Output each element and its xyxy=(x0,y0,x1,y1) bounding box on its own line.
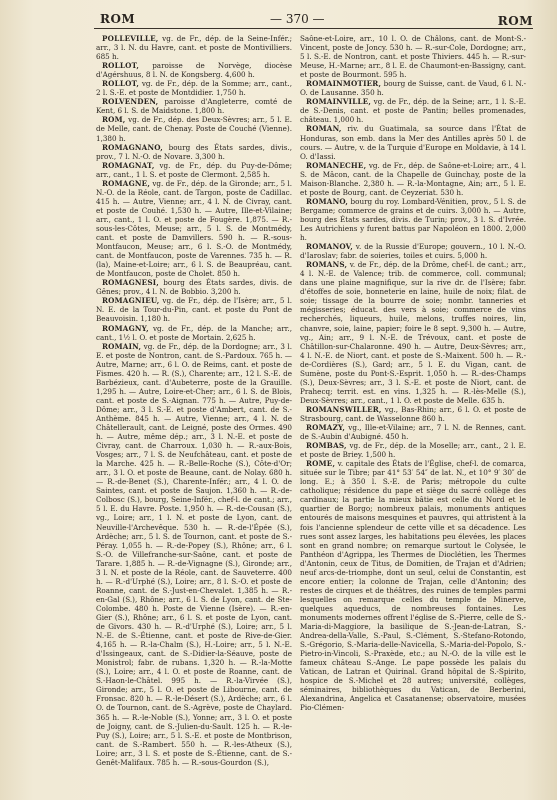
entry-headword: ROMAIN, xyxy=(102,341,142,351)
entry-text: bourg des États sardes, divis. de Gênes; prov., 4 l. N. de Bobbio. 3,200 h. xyxy=(96,278,292,297)
entry-text: bourg du roy. Lombard-Vénitien, prov., 5 l. S. de Bergame; commerce de grains et de cuirs. 3,000 h. — Autre, bourg des États sardes, divis. de Turin; prov., 3 l. S. d'Ivrée. Les Autrichiens y furent battus par Napoléon en 1800. 2,000 h. xyxy=(300,196,526,243)
dictionary-entry xyxy=(96,34,292,61)
left-column xyxy=(96,34,292,794)
entry-headword: ROM, xyxy=(102,115,126,125)
entry-text: paroisse de Norvège, diocèse d'Agérshuus, 8 l. N. de Kongsberg. 4,600 h. xyxy=(96,61,292,80)
entry-text: vg. de Fr., dép. de la Moselle; arr., cant., 2 l. E. et poste de Briey. 1,500 h. xyxy=(300,441,526,460)
entry-headword: ROME, xyxy=(306,459,336,469)
dictionary-entry xyxy=(300,423,526,441)
entry-headword: ROMANOV, xyxy=(306,242,353,252)
entry-headword: ROMAGNE, xyxy=(102,178,151,188)
dictionary-entry xyxy=(300,242,526,260)
dictionary-entry xyxy=(96,115,292,142)
entry-text: vg., Bas-Rhin; arr., 6 l. O. et poste de Strasbourg, cant. de Wasselonne 860 h. xyxy=(300,404,526,423)
entry-headword: ROMAGNANO, xyxy=(102,142,163,152)
dictionary-entry xyxy=(96,342,292,767)
dictionary-entry xyxy=(96,324,292,342)
dictionary-entry xyxy=(300,441,526,459)
entry-headword: ROMAINMOTIER, xyxy=(306,79,382,89)
entry-text: riv. du Guatimala, sa source dans l'État de Honduras, son emb. dans la Mer des Antilles après 50 l. de cours. — Autre, v. de la Turquie d'Europe en Moldavie, à 14 l. O. d'Iassi. xyxy=(300,124,526,161)
entry-text: vg. de Fr., dép. de la Dordogne; arr., 3 l. E. et poste de Nontron, cant. de S.-Pardoux. 765 h. — Autre, Marne; arr., 6 l. O. de Reims, cant. et poste de Fismes. 420 h. — R. (S.), Charente; arr., 12 l. S.-E. de Barbézieux, cant. d'Aubeterre, poste de la Grauille. 1,295 h. — Autre, Loire-et-Cher; arr., 6 l. S. de Blois, cant. et poste de S.-Aignan. 775 h. — Autre, Puy-de-Dôme; arr., 3 l. S.-E. et poste d'Ambert, cant. de S.-Anthème. 845 h. — Autre, Vienne; arr., 4 l. N. de Châtellerault, cant. de Leigné, poste des Ormes. 490 h. — Autre, même dép.; arr., 3 l. N.-E. et poste de Civray, cant. de Charroux. 1,030 h. — R.-aux-Bois, Vosges; arr., 7 l. S. de Neufchâteau, cant. et poste de la Marche. 425 h. — R.-Belle-Roche (S.), Côte-d'Or; arr., 3 l. O. et poste de Beaune, cant. de Nolay. 680 h. — R.-de-Benet (S.), Charente-Infér.; arr., 4 l. O. de Saintes, cant. et poste de Saujon. 1,360 h. — R.-de-Colbosc (S.), bourg, Seine-Infér., chef-l. de cant.; arr., 5 l. E. du Havre. Poste. 1,950 h. — R.-de-Cousan (S.), vg., Loire; arr., 1 l. N. et poste de Lyon, cant. de Neuville-l'Archevêque. 530 h. — R.-de-l'Épée (S.), Ardèche; arr., 5 l. S. de Tournon, cant. et poste de S.-Péray. 1,055 h. — R.-de-Popey (S.), Rhône; arr., 6 l. S.-O. de Villefranche-sur-Saône, cant. et poste de Tarare. 1,885 h. — R.-de-Vignagne (S.), Gironde; arr., 3 l. N. et poste de la Réole, cant. de Sauveterre. 400 h. — R.-d'Urphé (S.), Loire; arr., 8 l. S.-O. et poste de Roanne, cant. de S.-Just-en-Chevalet. 1,385 h. — R.-en-Gal (S.), Rhône; arr., 6 l. S. de Lyon, cant. de Ste-Colombe. 480 h. Poste de Vienne (Isère). — R.-en-Gier (S.), Rhône; arr., 6 l. S. et poste de Lyon, cant. de Givors. 430 h. — R.-d'Urphé (S.), Loire; arr., 5 l. N.-E. de S.-Étienne, cant. et poste de Rive-de-Gier. 4,165 h. — R.-la-Chalm (S.), H.-Loire; arr., 5 l. N.-E. d'Issingeaux, cant. de S.-Didier-la-Séauve, poste de Monistrol; fabr. de rubans. 1,320 h. — R.-la-Motte (S.), Loire; arr., 4 l. O. et poste de Roanne, cant. de S.-Haon-le-Châtel. 995 h. — R.-la-Virvée (S.), Gironde; arr., 5 l. O. et poste de Libourne, cant. de Fronsac. 820 h. — R.-le-Désert (S.), Ardèche; arr., 6 l. O. de Tournon, cant. de S.-Agrève, poste de Chaylard. 365 h. — R.-le-Noble (S.), Yonne; arr., 3 l. O. et poste de Joigny, cant. de S.-Julien-du-Sault. 125 h. — R.-le-Puy (S.), Loire; arr., 5 l. S.-E. et poste de Montbrison, cant. de S.-Rambert. 550 h. — R.-les-Atheux (S.), Loire; arr., 3 l. S. et poste de S.-Étienne, cant. de S.-Genêt-Malifaux. 785 h. — R.-sous-Gourdon (S.), xyxy=(96,341,292,767)
entry-headword: ROMAN, xyxy=(306,124,342,134)
entry-text: bourg des États sardes, divis., prov., 7 l. N.-O. de Novare. 3,300 h. xyxy=(96,142,292,161)
dictionary-entry xyxy=(96,161,292,179)
entry-headword: POLLEVILLE, xyxy=(102,34,159,43)
right-column xyxy=(300,34,526,794)
entry-text: vg. de Fr., dép. de la Somme; arr., cant., 2 l. S.-E. et poste de Montdidier. 1,750 h. xyxy=(96,79,292,98)
entry-text: vg. de Fr., dép. de la Gironde; arr., 5 l. N.-O. de la Réole, cant. de Targon, poste de Cadillac. 415 h. — Autre, Vienne; arr., 4 l. N. de Civray, cant. et poste de Couhé. 1,530 h. — Autre, Ille-et-Vilaine; arr., cant., 1 l. O. et poste de Fougère. 1,875. — R.-sous-les-Côtes, Meuse; arr., 5 l. S. de Montmédy, cant. et poste de Damvillers. 590 h. — R.-sous-Montfaucon, Meuse; arr., 6 l. S.-O. de Montmédy, cant. de Montfaucon, poste de Varennes. 735 h. — R. (la), Maine-et-Loire; arr., 6 l. S. de Beaupréau, cant. de Montfaucon, poste de Cholet. 850 h. xyxy=(96,178,292,279)
dictionary-entry xyxy=(300,260,526,405)
running-head-left: ROM xyxy=(100,12,136,26)
dictionary-entry xyxy=(300,197,526,242)
entry-text: vg. de Fr., dép. de la Seine-Infér.; arr., 3 l. N. du Havre, cant. et poste de Montivilliers. 685 h. xyxy=(96,34,292,62)
entry-headword: ROMANS, xyxy=(306,260,348,270)
dictionary-entry xyxy=(300,405,526,423)
dictionary-entry xyxy=(96,278,292,296)
dictionary-entry xyxy=(300,459,526,712)
entry-text: v. de Fr., dép. de la Drôme, chef-l. de cant.; arr., 4 l. N.-E. de Valence; trib. de commerce, coll. communal; dans une plaine magnifique, sur la rive dr. de l'Isère; fabr. d'étoffes de soie, bonneterie en laine, huile de noix; filat. de soie; tissage de la bourre de soie; nombr. tanneries et mégisseries; éducat. des vers à soie; commerce de vins recherchés, liqueurs, huile, melons, truffes noires, lin, chanvre, soie, laine, papier; foire le 8 sept. 9,300 h. — Autre, vg., Ain; arr., 9 l. N.-E. de Trévoux, cant. et poste de Châtillon-sur-Chalaronne. 490 h. — Autre, Deux-Sèvres; arr., 4 l. N.-E. de Niort, cant. et poste de S.-Maixent. 500 h. — R.-de-Cordières (S.), Gard; arr., 5 l. E. du Vigan, cant. de Sumène, poste du Pont-S.-Esprit. 1,050 h. — R.-des-Champs (S.), Deux-Sèvres; arr., 3 l. S.-E. et poste de Niort, cant. de Prahecq; territ. est. en vins. 1,325 h. — R.-lès-Melle (S.), Deux-Sèvres; arr., cant., 1 l. O. et poste de Melle. 635 h. xyxy=(300,260,526,405)
page-number: — 370 — xyxy=(270,12,325,26)
entry-headword: ROMAGNY, xyxy=(102,323,149,333)
entry-headword: ROMANSWILLER, xyxy=(306,404,382,414)
entry-text: v. de la Russie d'Europe; gouvern., 10 l. N.-O. d'Iaroslav; fabr. de soieries, toiles et cuirs. 5,000 h. xyxy=(300,242,526,261)
entry-headword: ROMBAS, xyxy=(306,441,347,451)
header-rule xyxy=(94,28,533,29)
entry-headword: ROLVENDEN, xyxy=(102,97,159,107)
entry-text: vg. de Fr., dép. de la Seine; arr., 1 l. S.-E. de S.-Denis, cant. et poste de Pantin; belles promenades, château. 1,000 h. xyxy=(300,97,526,125)
entry-text: vg. de Fr., dép. du Puy-de-Dôme; arr., cant., 1 l. S. et poste de Clermont. 2,585 h. xyxy=(96,160,292,179)
entry-headword: ROMAGNESI, xyxy=(102,278,160,288)
dictionary-entry xyxy=(300,79,526,97)
dictionary-entry xyxy=(96,179,292,279)
dictionary-entry xyxy=(300,161,526,197)
entry-headword: ROMANECHE, xyxy=(306,160,367,170)
dictionary-entry xyxy=(96,61,292,79)
entry-headword: ROMANO, xyxy=(306,196,349,206)
entry-headword: ROMAGNAT, xyxy=(102,160,155,170)
running-head-right: ROM xyxy=(497,14,533,28)
entry-text: vg. de Fr., dép. des Deux-Sèvres; arr., 5 l. E. de Melle, cant. de Chenay. Poste de Couché (Vienne). 1,380 h. xyxy=(96,115,292,143)
dictionary-entry xyxy=(96,296,292,323)
entry-text: paroisse d'Angleterre, comté de Kent, 6 l. S. de Maidstone. 1,800 h. xyxy=(96,97,292,116)
dictionary-entry xyxy=(300,124,526,160)
dictionary-entry xyxy=(96,97,292,115)
entry-text: vg. de Fr., dép. de l'Isère; arr., 5 l. N. E. de la Tour-du-Pin, cant. et poste du Pont de Beauvoisin. 1,180 h. xyxy=(96,296,292,324)
dictionary-entry xyxy=(300,97,526,124)
dictionary-entry xyxy=(96,143,292,161)
entry-text: Saône-et-Loire, arr., 10 l. O. de Châlons, cant. de Mont-S.-Vincent, poste de Joncy. 530 h. — R.-sur-Cole, Dordogne; arr., 5 l. S.-E. de Nontron, cant. et poste Thiviers. 445 h. — R.-sur-Meuse, H.-Marne; arr., 8 l. E. de Chaumont-en-Bassigny, cant. et poste de Bourmont. 595 h. xyxy=(300,34,526,80)
dictionary-entry xyxy=(96,79,292,97)
entry-headword: ROMAINVILLE, xyxy=(306,97,372,107)
dictionary-entry xyxy=(300,34,526,79)
entry-text: vg. de Fr., dép. de Saône-et-Loire; arr., 4 l. S. de Mâcon, cant. de la Chapelle de Guinchay, poste de la Maison-Blanche. 2,380 h. — R.-la-Montagne, Ain; arr., 5 l. E. et poste de Bourg, cant. de Ceyzeriat. 530 h. xyxy=(300,160,526,197)
entry-headword: ROLLOT, xyxy=(102,79,140,89)
entry-headword: ROLLOT, xyxy=(102,61,140,71)
entry-text: vg. de Fr., dép. de la Manche; arr., cant., 1½ l. O. et poste de Mortain. 2,625 h. xyxy=(96,323,292,342)
entry-text: vg., Ille-et-Vilaine; arr., 7 l. N. de Rennes, cant. de S.-Aubin d'Aubigné. 450 h. xyxy=(300,423,526,442)
page-header xyxy=(18,6,539,34)
entry-text: bourg de Suisse, cant. de Vaud, 6 l. N.-O. de Lausanne. 350 h. xyxy=(300,79,526,98)
entry-headword: ROMAGNIEU, xyxy=(102,296,160,306)
entry-headword: ROMAZY, xyxy=(306,423,346,433)
entry-text: v. capitale des États de l'Église, chef-l. de comarca, située sur le Tibre; par 41° 53′ 54″ de lat. N., et 10° 9′ 30″ de long. E.; à 350 l. S.-E. de Paris; métropole du culte catholique; résidence du pape et siège du sacré collège des cardinaux; la partie la mieux bâtie est celle du Nord et le quartier de Borgo; nombreux palais, monuments antiques entourés de maisons mesquines et pauvres, qui attristent à la fois l'ancienne splendeur de cette ville et sa décadence. Les rues sont assez larges, les habitations peu élevées, les places sont en grand nombre; on remarque surtout le Colysée, le Panthéon d'Agrippa, les Thermes de Dioclétien, les Thermes d'Antonin, ceux de Titus, de Domitien, de Trajan et d'Adrien; neuf arcs-de-triomphe, dont un seul, celui de Constantin, est encore entier; la colonne de Trajan, celle d'Antonin; des restes de cirques et de théâtres, des ruines de temples parmi lesquelles on remarque celles du temple de Minerve, quelques aqueducs, de nombreuses fontaines. Les monuments modernes offrent l'église de S.-Pierre, celle de S.-Maria-di-Maggiore, la basilique de S.-Jean-de-Latran, S.-Andrea-della-Valle, S.-Paul, S.-Clément, S.-Stefano-Rotondo, S.-Grégorio, S.-Maria-delle-Navicella, S.-Maria-del-Popolo, S.-Pietro-in-Vincoli, S.-Praxède, etc.; au N.-O. de la ville est le fameux château S.-Ange. Le pape possède les palais du Vatican, de Latran et Quirinal. Grand hôpital de S.-Spirito, hospice de S.-Michel et 28 autres; université, collèges, séminaires, bibliothèques du Vatican, de Berberini, Alexandrina, Angelica et Casatanense; observatoire, musées Pio-Clémen- xyxy=(300,459,526,713)
